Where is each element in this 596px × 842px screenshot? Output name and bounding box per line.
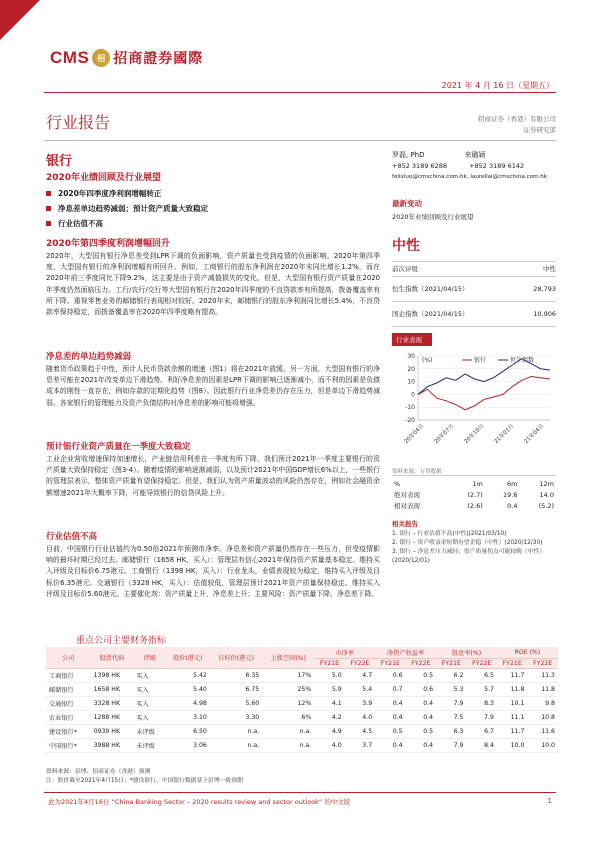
- table-cell: 3988 HK: [91, 739, 134, 753]
- related-reports-title: 相关报告: [392, 520, 418, 528]
- y-tick-label: -20: [405, 417, 415, 424]
- table-cell: 5.3: [436, 683, 466, 697]
- firm-dept: 证券研究部: [523, 126, 556, 134]
- x-tick-label: 20年04月: [403, 423, 426, 446]
- firm-name: 招商证券（香港）有限公司: [478, 115, 556, 123]
- table-cell: 9.8: [527, 697, 558, 711]
- table-cell: 0.6: [375, 669, 405, 683]
- y-tick-label: 30: [407, 353, 415, 360]
- table-cell: 0.4: [375, 697, 405, 711]
- table-cell: 0.5: [375, 725, 405, 739]
- table-row: 绝对表现 (2.7) 19.6 14.0: [394, 490, 554, 499]
- key-point: 行业估值不高: [46, 216, 366, 231]
- table-cell: 7.5: [436, 711, 466, 725]
- analyst-phone-2: +852 3189 6142: [469, 162, 525, 170]
- table-cell: n.a.: [262, 725, 314, 739]
- table-cell: 4.2: [314, 711, 344, 725]
- prev-rating-row: 前次评级 中性: [392, 261, 556, 277]
- latest-change-label: 最新变动: [392, 199, 422, 208]
- table-cell: 买入: [133, 697, 165, 711]
- table-row: [46, 669, 558, 683]
- table-cell: 3.30: [210, 711, 262, 725]
- section-heading: 行业估值不高: [46, 532, 98, 542]
- table-cell: 1288 HK: [91, 711, 134, 725]
- page-number: 1: [547, 797, 552, 805]
- table-cell: 5.7: [467, 683, 497, 697]
- key-points: [46, 186, 366, 231]
- latest-change-text: 2020年业绩回顾及行业展望: [392, 213, 474, 221]
- legend-label-bank: 银行: [474, 357, 487, 364]
- table-cell: 5.42: [166, 669, 210, 683]
- section-heading: 预计银行业资产质量在一季度大致稳定: [46, 442, 191, 452]
- table-cell: 建设银行*: [46, 725, 91, 739]
- x-tick-label: 20年10月: [463, 423, 486, 446]
- table-cell: 1658 HK: [91, 683, 134, 697]
- table-cell: 0.5: [406, 725, 436, 739]
- table-cell: 3.06: [166, 739, 210, 753]
- table-cell: 6.5: [467, 669, 497, 683]
- table-cell: 买入: [133, 683, 165, 697]
- analyst-name-1: 罗磊, PhD: [392, 151, 425, 159]
- table-cell: n.a.: [262, 739, 314, 753]
- table-cell: 5.9: [314, 683, 344, 697]
- x-tick-label: 21年04月: [523, 423, 546, 446]
- table-row: 相对表现 (2.6) 0.4 (5.2): [394, 501, 554, 510]
- table-cell: 25%: [262, 683, 314, 697]
- table-cell: 0.7: [375, 683, 405, 697]
- related-report-link[interactable]: 2. 银行 – 资产收益率短期有望企稳（中性）(2020/12/30): [392, 540, 543, 546]
- table-cell: 0.5: [406, 669, 436, 683]
- table-cell: 0.4: [375, 711, 405, 725]
- table-cell: 6.3: [436, 725, 466, 739]
- analyst-name-2: 来璐颖: [464, 151, 486, 159]
- section-body: 目前，中国银行行业估值约为0.50倍2021年预测市净率。净息差和资产质量仍然存在一些压力，但受疫情影响的最坏时期已经过去。邮储银行（1658 HK，买入）：管理层有信心2021年保持资产质量基本稳定。维持买入评级及目标价6.75港元。工商银行（1398 HK，买入）：行业龙头，业绩表现较为稳定，维持买入评级及目标价6.35港元。交通银行（3328 HK，买入）：估值较低，管理层预计2021年资产质量保持稳定。维持买入评级及目标价5.60港元。主要催化剂：资产质量上升，净息差上升；主要风险：资产质量下降，净息差下降。: [46, 545, 380, 598]
- table-cell: 11.8: [527, 683, 558, 697]
- table-cell: 邮储银行: [46, 683, 91, 697]
- table-cell: 11.7: [497, 725, 527, 739]
- table-cell: 未评级: [133, 739, 165, 753]
- table-cell: 7.9: [436, 697, 466, 711]
- y-tick-label: 0: [411, 391, 415, 399]
- table-cell: 11.7: [497, 669, 527, 683]
- related-report-link[interactable]: 3. 银行 – 净息差压力减轻；资产质量拐点可能较晚（中性）(2020/12/01): [392, 549, 546, 564]
- table-cell: 17%: [262, 669, 314, 683]
- table-cell: 中国银行*: [46, 739, 91, 753]
- table-subheader-row: FY21E FY22E FY21E FY22E FY21E FY22E FY21E FY22E: [46, 659, 558, 669]
- table-cell: 0.4: [406, 711, 436, 725]
- section-heading: 净息差的单边趋势减弱: [46, 352, 132, 362]
- legend-label-hsi: 恒生指数: [510, 357, 535, 364]
- table-cell: 10.8: [527, 711, 558, 725]
- section-profit: [46, 236, 380, 318]
- table-cell: 6.2: [436, 669, 466, 683]
- key-point: 净息差单边趋势减弱；预计资产质量大致稳定: [46, 201, 366, 216]
- table-row: [46, 697, 558, 711]
- report-subtitle: 2020年业绩回顾及行业展望: [46, 173, 162, 183]
- table-cell: 4.7: [345, 669, 375, 683]
- analyst-emails[interactable]: felixluo@cmschina.com.hk, laurellai@cmschina.com.hk: [392, 174, 548, 180]
- table-cell: 11.8: [497, 683, 527, 697]
- analyst-info: [392, 150, 562, 183]
- performance-chart: [392, 348, 556, 463]
- section-asset-quality: [46, 440, 380, 499]
- section-valuation: [46, 530, 380, 600]
- table-cell: 3.10: [166, 711, 210, 725]
- performance-table: [392, 479, 556, 511]
- table-cell: 1398 HK: [91, 669, 134, 683]
- table-cell: n.a.: [210, 725, 262, 739]
- footer-text: 此为2021年4月16日 “China Banking Sector – 2020 results review and sector outlook” 的中文版: [48, 798, 351, 806]
- table-cell: 7.9: [467, 711, 497, 725]
- x-tick-label: 20年07月: [433, 423, 456, 446]
- sector-rating: 中性: [392, 238, 420, 254]
- chart-source: 资料来源：万得数据: [392, 467, 556, 476]
- table-cell: 6.35: [210, 669, 262, 683]
- table-cell: 3.7: [345, 739, 375, 753]
- section-body: 2020年，大型国有银行净息差受到LPR下调的负面影响，资产质量也受到疫情的负面影响。2020年第四季度，大型国有银行的净利润增幅有所回升。例如，工商银行的股东净利润在2020年末同比增长1.2%，而在2020年前三季度同比下降9.2%，这主要是由于资产减值损失的变化。但是，大型国有银行资产质量在2020年季度仍然面临压力。工行/农行/交行等大型国有银行在2020年四季度的不良贷款率有所提高，拨备覆盖率有所下降。重视零售业务的邮储银行表现相对较好。2020年末，邮储银行的股东净利润同比增长5.4%，不良贷款率保持稳定，而拨备覆盖率在2020年四季度略有提高。: [46, 252, 380, 317]
- firm-info: [478, 114, 556, 136]
- section-heading: 2020年第四季度利润增幅回升: [46, 239, 171, 249]
- table-cell: 4.98: [166, 697, 210, 711]
- table-cell: 4.1: [314, 697, 344, 711]
- table-cell: 0939 HK: [91, 725, 134, 739]
- y-tick-label: 10: [407, 378, 415, 386]
- logo-text-en: CMS: [50, 48, 90, 67]
- table-cell: 交通银行: [46, 697, 91, 711]
- table-cell: 4.0: [345, 711, 375, 725]
- logo-text-cn: 招商證券國際: [113, 51, 204, 67]
- corner-decoration: [0, 0, 40, 40]
- table-cell: 未评级: [133, 725, 165, 739]
- table-cell: 6.7: [467, 725, 497, 739]
- table-cell: 3.9: [345, 697, 375, 711]
- table-cell: 农业银行: [46, 711, 91, 725]
- analyst-phone-1: +852 3189 6288: [392, 162, 448, 170]
- table-cell: 5.4: [345, 683, 375, 697]
- table-cell: 6.50: [166, 725, 210, 739]
- company-logo: [50, 48, 203, 68]
- hscei-row: 国企指数（2021/04/15） 10,906: [392, 302, 556, 327]
- table-cell: 0.4: [406, 697, 436, 711]
- unit-label: (%): [422, 357, 433, 364]
- report-date: 2021 年 4 月 16 日（星期五）: [441, 81, 554, 90]
- title-divider: [44, 140, 556, 141]
- hsi-row: 恒生指数（2021/04/15） 28,793: [392, 277, 556, 302]
- related-reports: [392, 530, 556, 566]
- y-tick-label: -10: [405, 404, 415, 412]
- sidebar: [392, 198, 556, 327]
- report-type: 行业报告: [46, 113, 111, 132]
- performance-header: % 1m 6m 12m: [394, 480, 554, 488]
- table-cell: 0.4: [375, 739, 405, 753]
- table-header-row: 公司 股票代码 评级 股价(港元) 目标价(港元) 上涨空间(%) 市净率 净资产收益率 股息率(%) ROE (%): [46, 647, 558, 659]
- table-cell: 7.9: [436, 739, 466, 753]
- section-body: 工业企业营收增速保持加速增长，产业链信用利差在一季度有所下降，我们预计2021年一季度主要银行的资产质量大致保持稳定（图3-4）。随着疫情的影响逐渐减弱，以及预计2021年中国GDP增长6%以上，一些银行的管理层表示，整体资产质量有望保持稳定。但是，我们认为资产质量波动的风险仍然存在，例如社会融资余额增速2021年大概率下降，可能导致银行的信贷风险上升。: [46, 455, 380, 497]
- logo-badge-icon: 招: [92, 49, 110, 67]
- table-cell: 10.1: [497, 697, 527, 711]
- section-nim: [46, 350, 380, 409]
- table-cell: 5.0: [314, 669, 344, 683]
- table-cell: 6%: [262, 711, 314, 725]
- y-tick-label: 20: [407, 365, 415, 373]
- table-cell: 4.9: [314, 725, 344, 739]
- x-tick-label: 21年01月: [493, 423, 516, 446]
- sector-title: 银行: [46, 154, 73, 169]
- section-body: 随着货币政策趋于中性，预计人民币贷款余额的增速（图1）将在2021年放缓。另一方面，大型国有银行的净息差可能在2021年改变单边下滑趋势。利好净息差的因素是LPR下调的影响已逐渐减小，而不利的因素是负债成本的刚性一直存在，例如存款的定期化趋势（图8）。因此银行行业净息差仍存在压力，但是单边下滑趋势减弱。各家银行的管理能力及资产负债结构对净息差的影响可能将增强。: [46, 365, 380, 407]
- table-cell: 买入: [133, 669, 165, 683]
- header-divider: [44, 92, 556, 93]
- table-cell: 工商银行: [46, 669, 91, 683]
- table-notes: 资料来源：彭博、招商证券（香港）预测 注：股价截至2021年4月15日；*建设银行、中国银行数据基于彭博一致预期: [46, 769, 243, 784]
- table-cell: 12%: [262, 697, 314, 711]
- table-cell: 0.4: [406, 739, 436, 753]
- key-point: 2020年四季度净利润增幅转正: [46, 186, 366, 201]
- table-cell: n.a.: [210, 739, 262, 753]
- table-cell: 11.1: [497, 711, 527, 725]
- table-title: 重点公司主要财务指标: [76, 636, 167, 646]
- table-cell: 8.3: [467, 697, 497, 711]
- financial-table: [46, 647, 558, 753]
- table-cell: 10.0: [497, 739, 527, 753]
- table-row: [46, 683, 558, 697]
- footer-divider: [44, 792, 556, 793]
- table-row: [46, 739, 558, 753]
- performance-title: 行业表现: [392, 333, 432, 346]
- table-cell: 8.4: [467, 739, 497, 753]
- table-cell: 4.0: [314, 739, 344, 753]
- table-row: [46, 725, 558, 739]
- table-cell: 6.75: [210, 683, 262, 697]
- table-cell: 0.6: [406, 683, 436, 697]
- table-cell: 5.40: [166, 683, 210, 697]
- table-cell: 4.5: [345, 725, 375, 739]
- table-cell: 11.3: [527, 669, 558, 683]
- related-report-link[interactable]: 1. 银行 – 行业估值不高(中性)(2021/03/10): [392, 531, 507, 537]
- table-cell: 3328 HK: [91, 697, 134, 711]
- table-cell: 5.60: [210, 697, 262, 711]
- table-row: [46, 711, 558, 725]
- table-cell: 买入: [133, 711, 165, 725]
- table-cell: 11.6: [527, 725, 558, 739]
- table-cell: 10.0: [527, 739, 558, 753]
- performance-block: [392, 333, 556, 566]
